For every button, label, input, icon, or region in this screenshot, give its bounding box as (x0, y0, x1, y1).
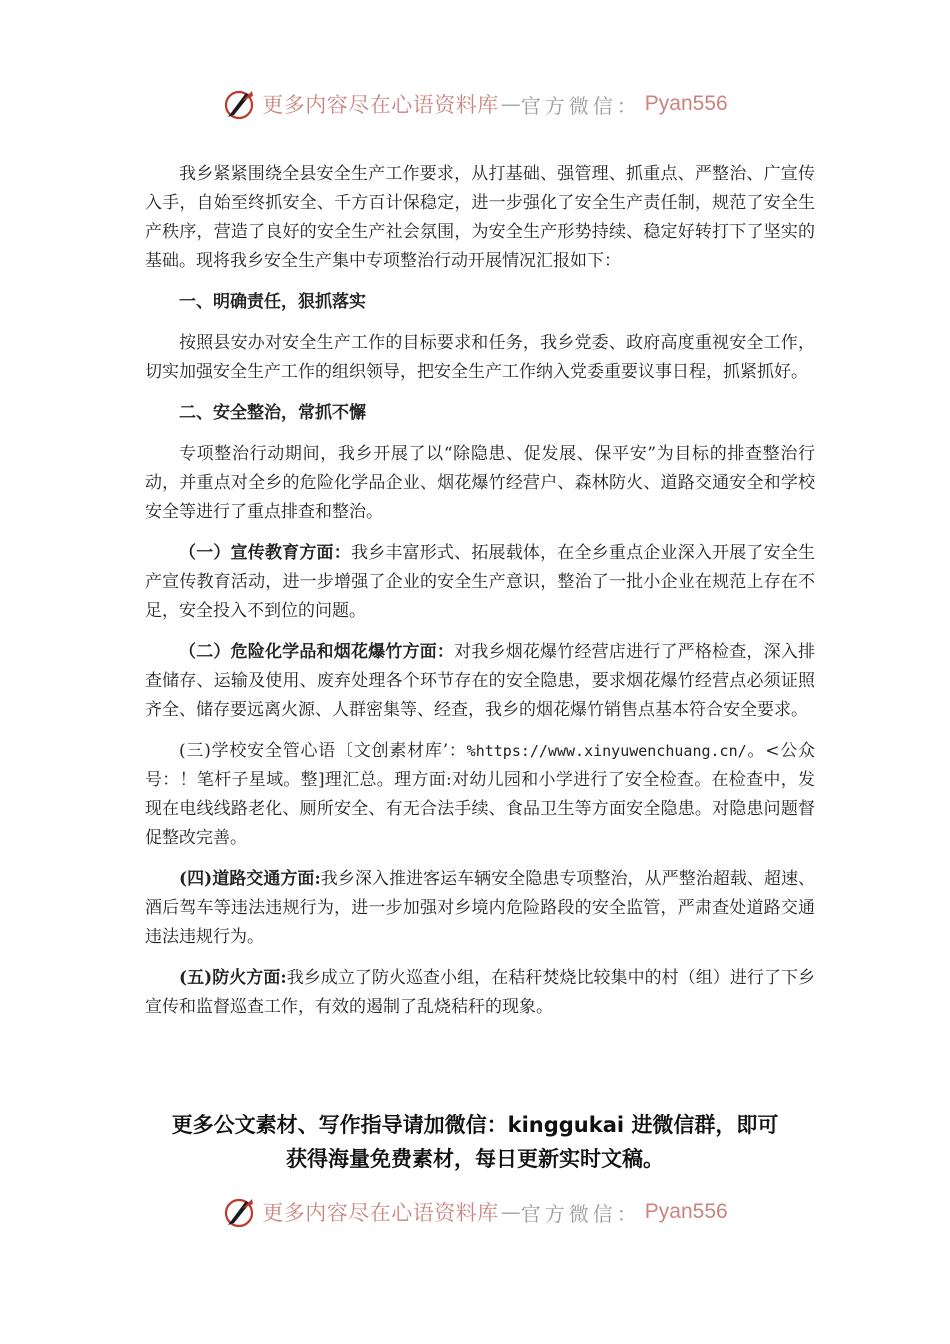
item-1-label: （一）宣传教育方面： (179, 543, 351, 563)
intro-paragraph: 我乡紧紧围绕全县安全生产工作要求，从打基础、强管理、抓重点、严整治、广宣传入手，自始至终抓安全、千方百计保稳定，进一步强化了安全生产责任制，规范了安全生产秩序，营造了良好的安全生产社会氛围，为安全生产形势持续、稳定好转打下了坚实的基础。现将我乡安全生产集中专项整治行动开展情况汇报如下： (145, 164, 815, 271)
item-1-paragraph (145, 539, 815, 626)
item-3-text-b: 。<公众号：！笔杆子星域。整]理汇总。理方面:对幼儿园和小学进行了安全检查。在检查中，发现在电线线路老化、厕所安全、有无合法手续、食品卫生等方面安全隐患。对隐患问题督促整改完善。 (145, 741, 815, 848)
item-2-paragraph (145, 638, 815, 725)
footer-watermark (0, 1190, 950, 1234)
item-3-paragraph (145, 737, 815, 853)
watermark-wechat-id: Pyan556 (644, 1200, 728, 1223)
watermark-contact-label: 官方微信： (520, 93, 641, 118)
item-4-label: (四)道路交通方面: (179, 869, 321, 889)
item-2-label: （二）危险化学品和烟花爆竹方面： (179, 642, 455, 662)
promo-line-1: 更多公文素材、写作指导请加微信：kinggukai 进微信群，即可 (171, 1113, 779, 1137)
section-1-paragraph: 按照县安办对安全生产工作的目标要求和任务，我乡党委、政府高度重视安全工作，切实加强安全生产工作的组织领导，把安全生产工作纳入党委重要议事日程，抓紧抓好。 (145, 333, 815, 382)
promo-block (100, 1108, 850, 1176)
promo-line-2: 获得海量免费素材，每日更新实时文稿。 (286, 1147, 664, 1171)
item-4-paragraph (145, 865, 815, 952)
item-5-label: (五)防火方面: (179, 968, 287, 988)
item-4-text: 我乡深入推进客运车辆安全隐患专项整治，从严整治超载、超速、酒后驾车等违法违规行为，进一步加强对乡境内危险路段的安全监管，严肃查处道路交通违法违规行为。 (145, 869, 815, 947)
watermark-separator: — (500, 1200, 521, 1224)
watermark-brand: 更多内容尽在心语资料库 (262, 1201, 499, 1225)
item-2-text: 对我乡烟花爆竹经营店进行了严格检查，深入排查储存、运输及使用、废弃处理各个环节存在的安全隐患，要求烟花爆竹经营点必须证照齐全、储存要远离火源、人群密集等、经查，我乡的烟花爆竹销售点基本符合安全要求。 (145, 642, 816, 720)
item-5-paragraph (145, 964, 815, 1022)
item-3-text-a: (三)学校安全管心语〔文创素材库’： (179, 741, 467, 761)
section-2-heading: 二、安全整治，常抓不懈 (179, 403, 366, 423)
section-2-paragraph: 专项整治行动期间，我乡开展了以“除隐患、促发展、保平安”为目标的排查整治行动，并重点对全乡的危险化学品企业、烟花爆竹经营户、森林防火、道路交通安全和学校安全等进行了重点排查和整治。 (145, 444, 815, 522)
watermark-brand: 更多内容尽在心语资料库 (262, 93, 499, 117)
item-5-text: 我乡成立了防火巡查小组，在秸秆焚烧比较集中的村（组）进行了下乡宣传和监督巡查工作，有效的遏制了乱烧秸秆的现象。 (145, 968, 815, 1017)
header-watermark (0, 82, 950, 126)
item-1-text: 我乡丰富形式、拓展载体，在全乡重点企业深入开展了安全生产宣传教育活动，进一步增强了企业的安全生产意识，整治了一批小企业在规范上存在不足，安全投入不到位的问题。 (145, 543, 816, 621)
quill-logo-icon (222, 1195, 256, 1229)
quill-logo-icon (222, 87, 256, 121)
document-body (145, 160, 815, 1034)
watermark-wechat-id: Pyan556 (644, 92, 728, 115)
watermark-separator: — (500, 92, 521, 116)
section-1-heading: 一、明确责任，狠抓落实 (179, 292, 366, 312)
item-3-url: %https://www.xinyuwenchuang.cn/ (466, 742, 747, 760)
watermark-contact-label: 官方微信： (520, 1201, 641, 1226)
